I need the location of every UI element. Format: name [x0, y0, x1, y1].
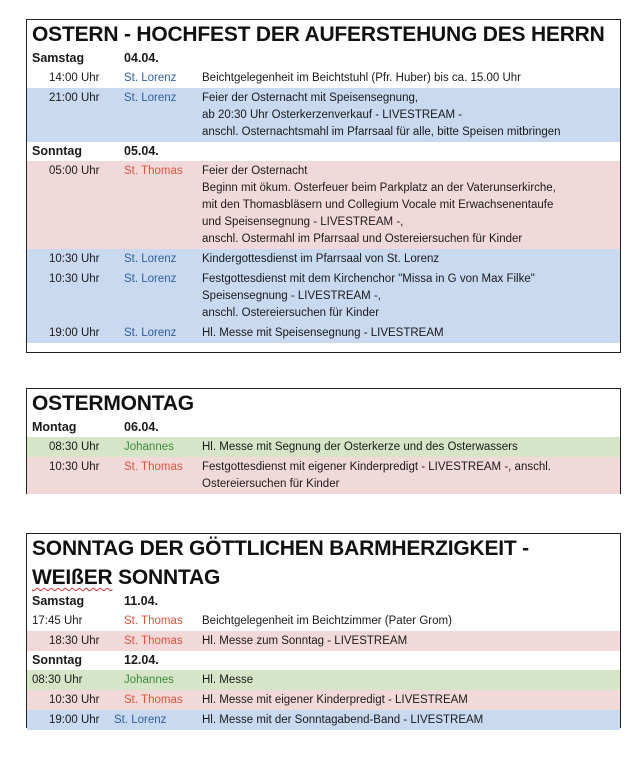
event-description [202, 612, 620, 630]
section-title [27, 534, 620, 592]
description-line: anschl. Ostermahl im Pfarrsaal und Ostereiersuchen für Kinder [202, 233, 523, 245]
event-time: 10:30 Uhr [49, 273, 100, 285]
day-name: Sonntag [32, 144, 82, 158]
description-line: Hl. Messe mit Segnung der Osterkerze und des Osterwassers [202, 441, 518, 453]
section-title-line: SONNTAG DER GÖTTLICHEN BARMHERZIGKEIT - [32, 537, 529, 560]
event-row [27, 68, 620, 88]
event-time: 17:45 Uhr [32, 615, 83, 627]
event-description [202, 458, 620, 493]
event-location: St. Lorenz [124, 273, 177, 285]
description-line: Festgottesdienst mit eigener Kinderpredigt - LIVESTREAM -, anschl. [202, 461, 551, 473]
day-name: Sonntag [32, 653, 82, 667]
event-description [202, 250, 620, 268]
section-title: OSTERN - HOCHFEST DER AUFERSTEHUNG DES HERRN [32, 23, 605, 46]
description-line: Beichtgelegenheit im Beichtzimmer (Pater Grom) [202, 615, 452, 627]
description-line: anschl. Osternachtsmahl im Pfarrsaal für alle, bitte Speisen mitbringen [202, 126, 561, 138]
event-location: Johannes [124, 441, 174, 453]
day-date: 06.04. [124, 420, 159, 434]
event-row [27, 88, 620, 142]
event-row [27, 323, 620, 343]
event-location: St. Lorenz [124, 253, 177, 265]
event-description [202, 162, 620, 248]
event-location: St. Thomas [124, 615, 183, 627]
section-title: OSTERMONTAG [32, 392, 194, 415]
section-ostern [26, 19, 621, 353]
title-word-spellcheck: WEIßER [32, 566, 113, 589]
event-location: St. Thomas [124, 694, 183, 706]
event-time: 19:00 Uhr [49, 327, 100, 339]
day-name: Samstag [32, 51, 85, 65]
description-line: Ostereiersuchen für Kinder [202, 478, 340, 490]
event-description [202, 270, 620, 322]
description-line: Beichtgelegenheit im Beichtstuhl (Pfr. Huber) bis ca. 15.00 Uhr [202, 72, 521, 84]
day-header [27, 142, 620, 161]
day-name: Samstag [32, 594, 85, 608]
event-location: St. Thomas [124, 635, 183, 647]
description-line: anschl. Ostereiersuchen für Kinder [202, 307, 380, 319]
day-date: 05.04. [124, 144, 159, 158]
event-description [202, 438, 620, 456]
section-ostermontag [26, 388, 621, 494]
description-line: Feier der Osternacht mit Speisensegnung, [202, 92, 419, 104]
event-location: St. Lorenz [124, 327, 177, 339]
day-header [27, 592, 620, 611]
event-row [27, 611, 620, 631]
event-time: 10:30 Uhr [49, 253, 100, 265]
day-header [27, 651, 620, 670]
event-time: 19:00 Uhr [49, 714, 100, 726]
event-description [202, 671, 620, 689]
event-time: 18:30 Uhr [49, 635, 100, 647]
event-location: St. Lorenz [124, 92, 177, 104]
event-description [202, 69, 620, 87]
event-row [27, 670, 620, 690]
event-row [27, 161, 620, 249]
day-header [27, 418, 620, 437]
description-line: Hl. Messe mit Speisensegnung - LIVESTREAM [202, 327, 444, 339]
event-time: 08:30 Uhr [49, 441, 100, 453]
description-line: und Speisensegnung - LIVESTREAM -, [202, 216, 404, 228]
event-time: 08:30 Uhr [32, 674, 83, 686]
day-date: 12.04. [124, 653, 159, 667]
event-description [202, 632, 620, 650]
event-description [202, 324, 620, 342]
event-location: St. Thomas [124, 165, 183, 177]
title-word: SONNTAG [112, 566, 221, 589]
event-location: St. Lorenz [114, 714, 167, 726]
event-time: 10:30 Uhr [49, 694, 100, 706]
description-line: Hl. Messe mit eigener Kinderpredigt - LIVESTREAM [202, 694, 468, 706]
event-description [202, 691, 620, 709]
event-row [27, 249, 620, 269]
event-location: St. Lorenz [124, 72, 177, 84]
description-line: Hl. Messe [202, 674, 254, 686]
section-title-line [32, 563, 620, 592]
event-time: 21:00 Uhr [49, 92, 100, 104]
description-line: Feier der Osternacht [202, 165, 308, 177]
description-line: Beginn mit ökum. Osterfeuer beim Parkplatz an der Vaterunserkirche, [202, 182, 556, 194]
description-line: Festgottesdienst mit dem Kirchenchor "Missa in G von Max Filke" [202, 273, 535, 285]
description-line: Hl. Messe zum Sonntag - LIVESTREAM [202, 635, 408, 647]
description-line: Kindergottesdienst im Pfarrsaal von St. Lorenz [202, 253, 440, 265]
section-weisser-sonntag [26, 533, 621, 728]
description-line: mit den Thomasbläsern und Collegium Vocale mit Erwachsenentaufe [202, 199, 554, 211]
event-location: Johannes [124, 674, 174, 686]
day-date: 11.04. [124, 594, 159, 608]
event-row [27, 690, 620, 710]
event-row [27, 631, 620, 651]
day-name: Montag [32, 420, 77, 434]
day-date: 04.04. [124, 51, 159, 65]
event-row [27, 710, 620, 730]
event-description [202, 89, 620, 141]
event-time: 14:00 Uhr [49, 72, 100, 84]
day-header [27, 49, 620, 68]
event-time: 10:30 Uhr [49, 461, 100, 473]
description-line: Speisensegnung - LIVESTREAM -, [202, 290, 381, 302]
event-row [27, 437, 620, 457]
event-row [27, 457, 620, 494]
description-line: Hl. Messe mit der Sonntagabend-Band - LIVESTREAM [202, 714, 484, 726]
event-description [202, 711, 620, 729]
description-line: ab 20:30 Uhr Osterkerzenverkauf - LIVESTREAM - [202, 109, 463, 121]
event-location: St. Thomas [124, 461, 183, 473]
event-row [27, 269, 620, 323]
event-time: 05:00 Uhr [49, 165, 100, 177]
